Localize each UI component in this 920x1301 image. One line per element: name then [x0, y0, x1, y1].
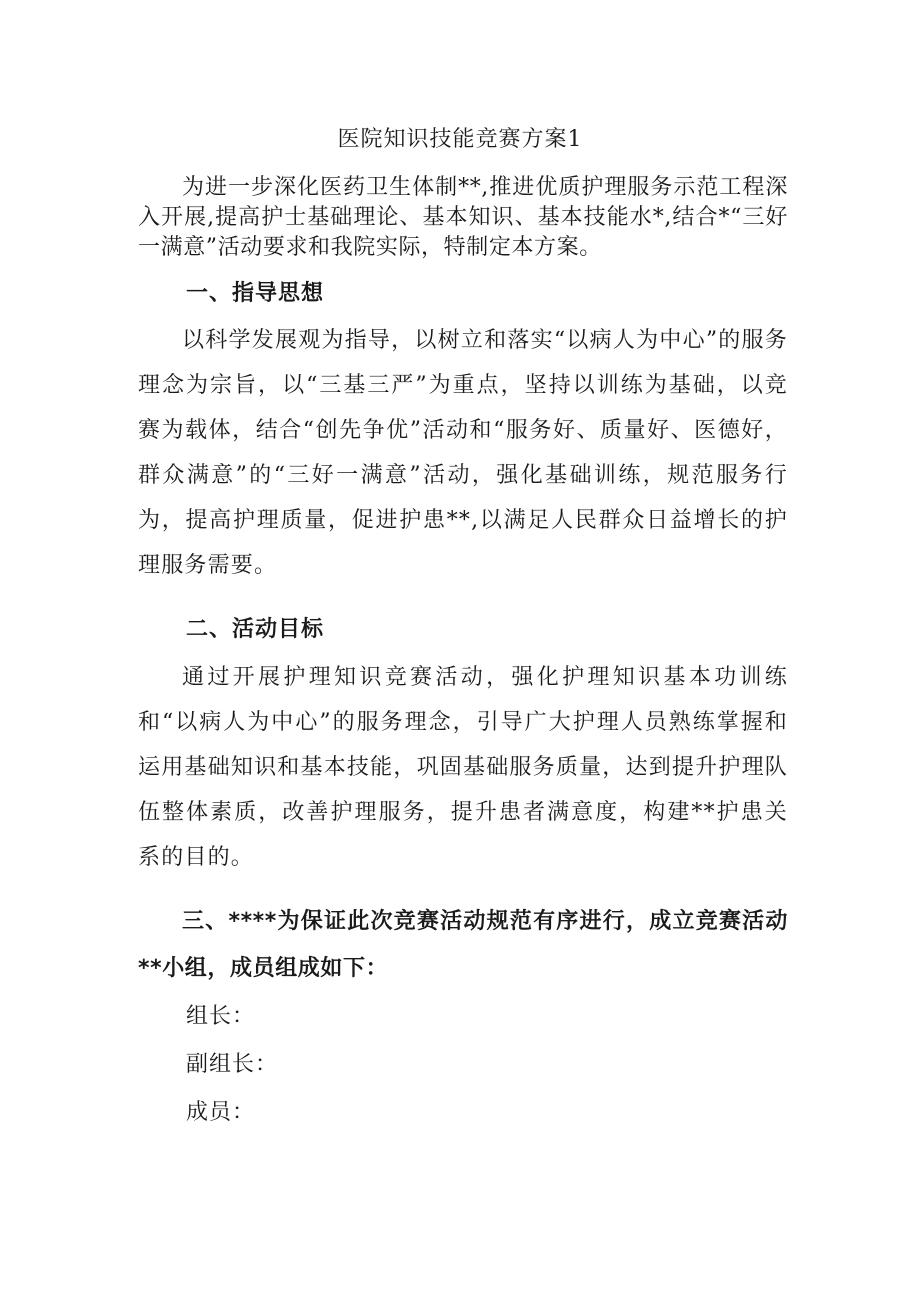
vice-leader-label: 副组长：: [186, 1052, 279, 1077]
document-title: 医院知识技能竞赛方案1: [337, 127, 583, 152]
section-heading-activity-goals: 二、活动目标: [186, 617, 325, 642]
section-heading-guiding-ideology: 一、指导思想: [186, 281, 325, 306]
group-leader-label: 组长：: [186, 1004, 256, 1029]
section-text-activity-goals: 通过开展护理知识竞赛活动，强化护理知识基本功训练和“以病人为中心”的服务理念，引导广大护理人员熟练掌握和运用基础知识和基本技能，巩固基础服务质量，达到提升护理队伍整体素质，改善护理服务，提升患者满意度，构建**护患关系的目的。: [138, 665, 788, 870]
intro-paragraph: 为进一步深化医药卫生体制**,推进优质护理服务示范工程深入开展,提高护士基础理论、基本知识、基本技能水*,结合*“三好一满意”活动要求和我院实际，特制定本方案。: [138, 175, 788, 260]
section-text-guiding-ideology: 以科学发展观为指导，以树立和落实“以病人为中心”的服务理念为宗旨，以“三基三严”为重点，坚持以训练为基础，以竞赛为载体，结合“创先争优”活动和“服务好、质量好、医德好，群众满意”的“三好一满意”活动，强化基础训练，规范服务行为，提高护理质量，促进护患**,以满足人民群众日益增长的护理服务需要。: [138, 328, 788, 578]
members-label: 成员：: [186, 1100, 256, 1125]
section-heading-organization: 三、****为保证此次竞赛活动规范有序进行，成立竞赛活动**小组，成员组成如下：: [138, 909, 788, 981]
